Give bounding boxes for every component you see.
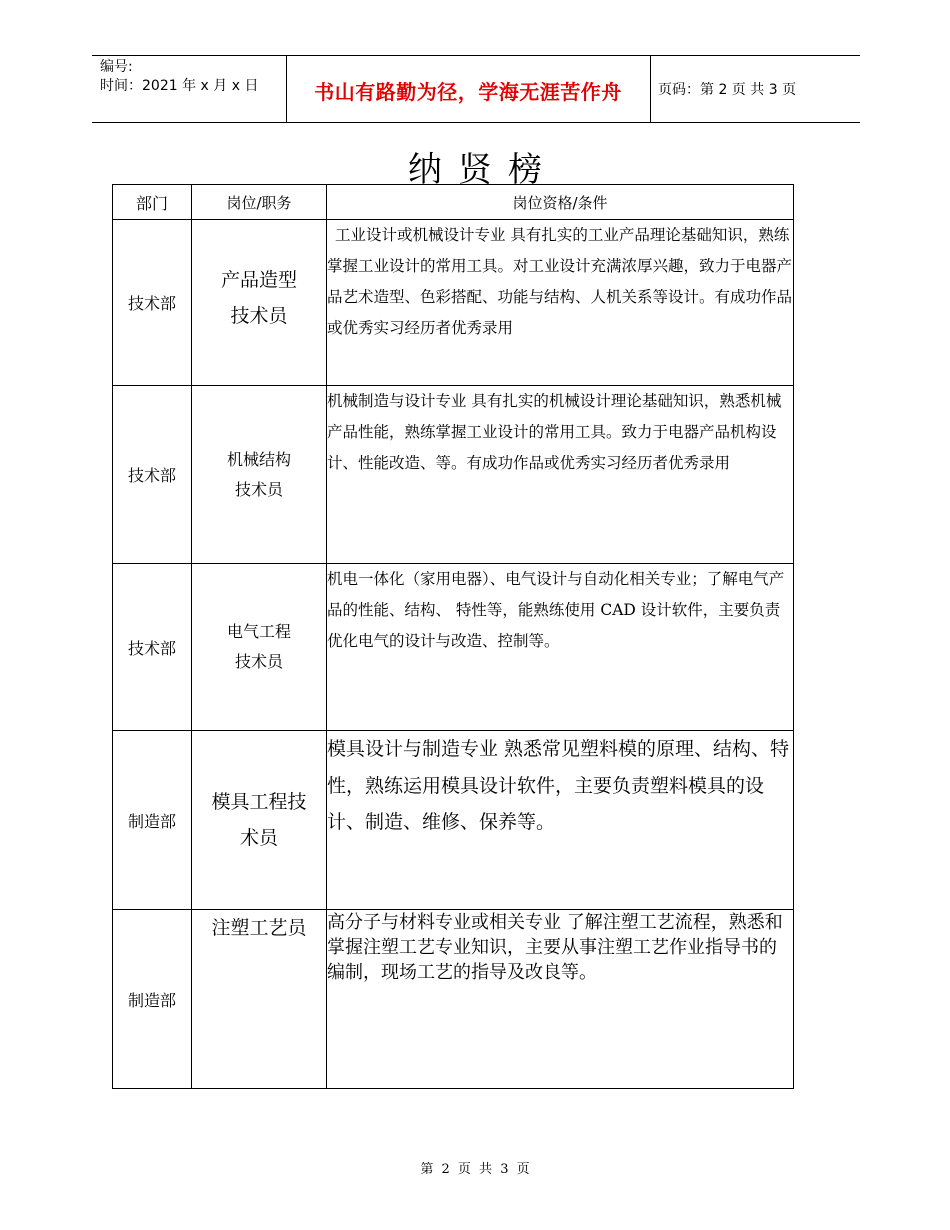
header-meta — [100, 58, 258, 96]
header-divider — [650, 56, 651, 122]
header-divider — [286, 56, 287, 122]
row-position: 注塑工艺员 — [192, 910, 327, 1089]
time-label: 时间：2021 年 x 月 x 日 — [100, 78, 259, 94]
row-requirements: 工业设计或机械设计专业 具有扎实的工业产品理论基础知识，熟练掌握工业设计的常用工具。对工业设计充满浓厚兴趣，致力于电器产品艺术造型、色彩搭配、功能与结构、人机关系等设计。有成功作品或优秀实习经历者优秀录用 — [327, 220, 794, 386]
document-header — [92, 55, 860, 123]
row-requirements: 高分子与材料专业或相关专业 了解注塑工艺流程，熟悉和掌握注塑工艺专业知识，主要从事注塑工艺作业指导书的编制，现场工艺的指导及改良等。 — [327, 910, 794, 1089]
table-row — [113, 731, 794, 910]
header-requirements: 岗位资格/条件 — [327, 185, 794, 220]
table-header-row — [113, 185, 794, 220]
row-requirements: 机电一体化（家用电器）、电气设计与自动化相关专业；了解电气产品的性能、结构、 特性等，能熟练使用 CAD 设计软件，主要负责优化电气的设计与改造、控制等。 — [327, 564, 794, 731]
row-position: 机械结构 技术员 — [192, 386, 327, 564]
table-row — [113, 564, 794, 731]
row-dept: 制造部 — [113, 731, 192, 910]
table-row — [113, 386, 794, 564]
row-position: 电气工程 技术员 — [192, 564, 327, 731]
row-dept: 技术部 — [113, 220, 192, 386]
row-dept: 制造部 — [113, 910, 192, 1089]
table-row — [113, 910, 794, 1089]
header-position: 岗位/职务 — [192, 185, 327, 220]
header-dept: 部门 — [113, 185, 192, 220]
row-position: 产品造型 技术员 — [192, 220, 327, 386]
recruitment-table — [112, 184, 794, 1089]
header-page-info: 页码：第 2 页 共 3 页 — [658, 82, 797, 98]
table-row — [113, 220, 794, 386]
header-motto: 书山有路勤为径，学海无涯苦作舟 — [314, 80, 622, 104]
row-dept: 技术部 — [113, 386, 192, 564]
row-requirements: 机械制造与设计专业 具有扎实的机械设计理论基础知识，熟悉机械产品性能，熟练掌握工业设计的常用工具。致力于电器产品机构设计、性能改造、等。有成功作品或优秀实习经历者优秀录用 — [327, 386, 794, 564]
serial-label: 编号: — [100, 59, 133, 75]
page-footer: 第 2 页 共 3 页 — [420, 1162, 530, 1177]
page-title: 纳贤榜 — [408, 150, 558, 190]
row-dept: 技术部 — [113, 564, 192, 731]
row-requirements: 模具设计与制造专业 熟悉常见塑料模的原理、结构、特性，熟练运用模具设计软件，主要负责塑料模具的设计、制造、维修、保养等。 — [327, 731, 794, 910]
row-position: 模具工程技 术员 — [192, 731, 327, 910]
